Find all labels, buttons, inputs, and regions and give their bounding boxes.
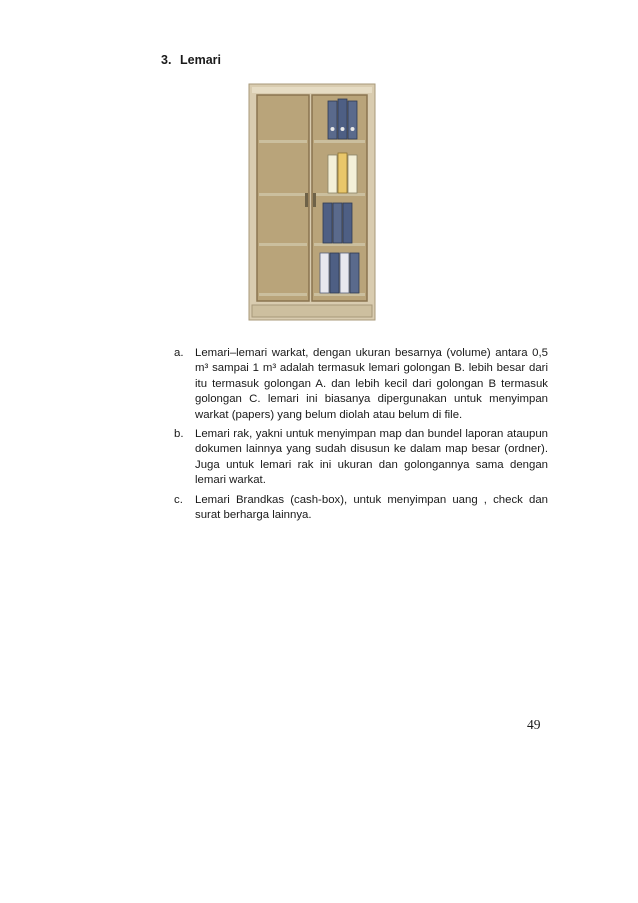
list-marker: b. bbox=[174, 428, 184, 441]
list-item bbox=[174, 427, 548, 489]
list-item-text: Lemari rak, yakni untuk menyimpan map dan bundel laporan ataupun dokumen lainnya yang sudah disusun ke dalam map besar (ordner). Juga untuk lemari rak ini ukuran dan golongannya sama dengan lemari warkat. bbox=[195, 428, 548, 487]
filing-cabinet-icon bbox=[248, 83, 376, 323]
section-heading bbox=[161, 53, 221, 67]
list-item bbox=[174, 493, 548, 524]
list-item bbox=[174, 346, 548, 423]
cabinet-types-list bbox=[174, 346, 548, 527]
section-title: Lemari bbox=[180, 53, 221, 67]
page-number: 49 bbox=[527, 717, 541, 732]
list-marker: a. bbox=[174, 347, 184, 359]
section-number: 3. bbox=[161, 53, 172, 67]
list-marker: c. bbox=[174, 493, 183, 506]
cabinet-image bbox=[248, 83, 376, 323]
list-item-text: Lemari–lemari warkat, dengan ukuran besarnya (volume) antara 0,5 m³ sampai 1 m³ adalah termasuk lemari golongan B. lebih besar dari itu termasuk golongan A. dan lebih kecil dari golongan B termasuk golongan C. lemari ini biasanya dipergunakan untuk menyimpan warkat (papers) yang belum diolah atau belum di file. bbox=[195, 347, 548, 421]
list-item-text: Lemari Brandkas (cash-box), untuk menyimpan uang , check dan surat berharga lainnya. bbox=[195, 493, 548, 522]
